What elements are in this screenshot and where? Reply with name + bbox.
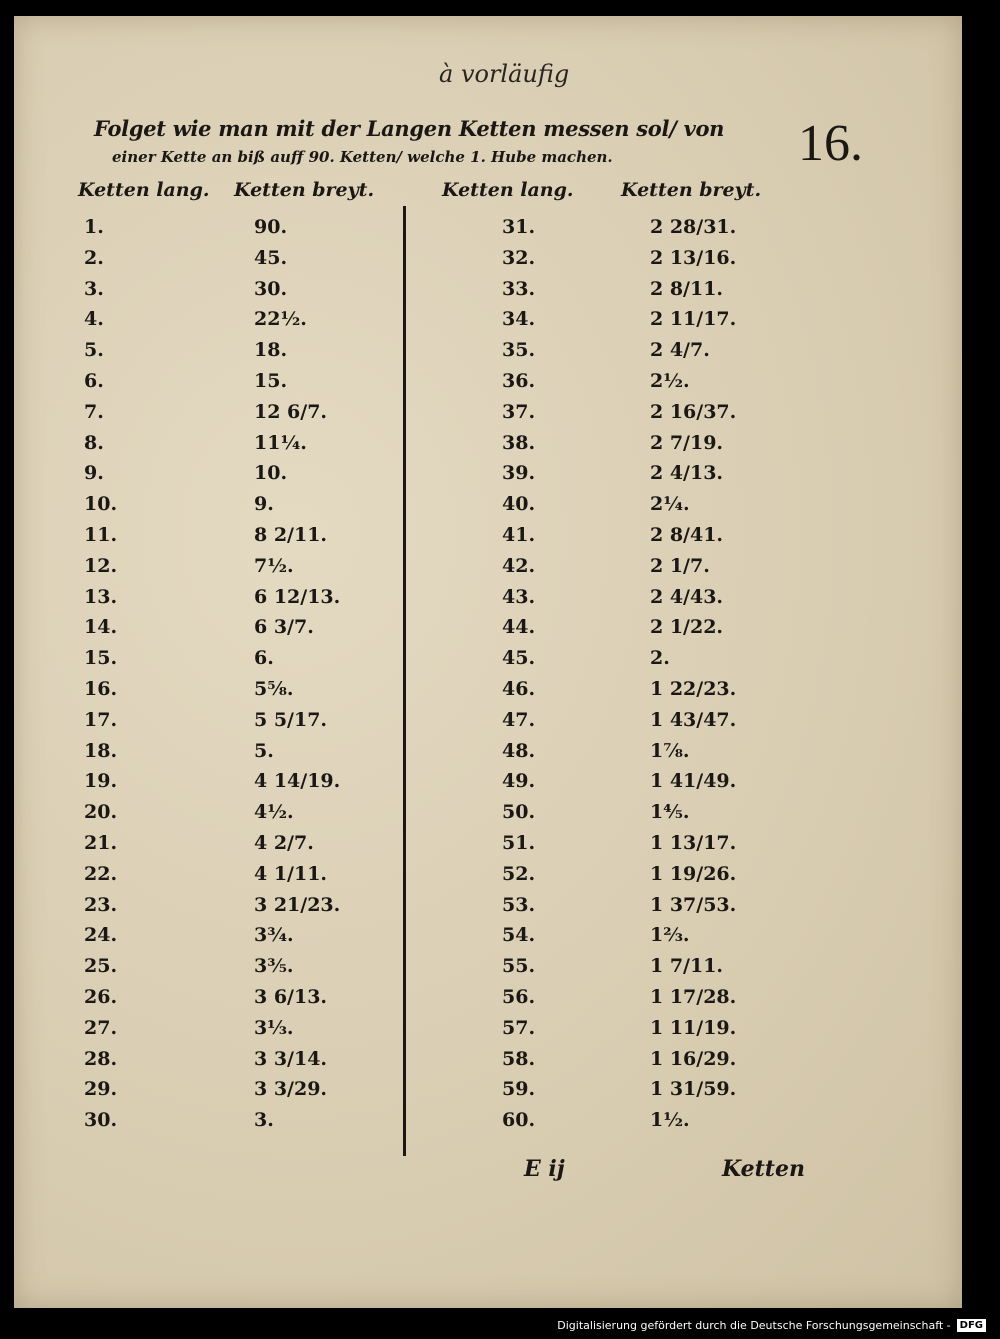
header-left-long: Ketten lang. <box>78 179 210 201</box>
left-lang-cell: 27. <box>84 1016 118 1039</box>
left-breyt-cell: 30. <box>254 277 288 300</box>
right-lang-cell: 59. <box>502 1078 536 1101</box>
left-breyt-cell: 3¾. <box>254 924 294 947</box>
signature-mark: E ij <box>524 1156 565 1182</box>
header-right-long: Ketten lang. <box>442 179 574 201</box>
right-breyt-cell: 1 7/11. <box>650 955 724 978</box>
right-lang-cell: 56. <box>502 985 536 1008</box>
right-breyt-cell: 1 43/47. <box>650 708 737 731</box>
left-breyt-cell: 6 3/7. <box>254 616 314 639</box>
left-lang-cell: 25. <box>84 955 118 978</box>
left-breyt-cell: 3 3/14. <box>254 1047 328 1070</box>
right-breyt-cell: 1 16/29. <box>650 1047 737 1070</box>
right-breyt-cell: 1 19/26. <box>650 862 737 885</box>
handwritten-note: à vorläufig <box>439 60 570 88</box>
left-lang-cell: 6. <box>84 369 104 392</box>
right-lang-cell: 53. <box>502 893 536 916</box>
left-breyt-cell: 4 14/19. <box>254 770 341 793</box>
right-lang-cell: 47. <box>502 708 536 731</box>
right-breyt-cell: 2 7/19. <box>650 431 724 454</box>
right-lang-cell: 46. <box>502 677 536 700</box>
right-breyt-cell: 1⅔. <box>650 924 690 947</box>
left-lang-column <box>84 212 117 1136</box>
right-lang-cell: 60. <box>502 1109 536 1132</box>
right-breyt-cell: 1⅘. <box>650 801 690 824</box>
left-breyt-cell: 4½. <box>254 801 294 824</box>
left-lang-cell: 23. <box>84 893 118 916</box>
right-breyt-cell: 1½. <box>650 1109 690 1132</box>
right-lang-cell: 43. <box>502 585 536 608</box>
right-breyt-cell: 2 1/7. <box>650 554 710 577</box>
left-breyt-cell: 6 12/13. <box>254 585 341 608</box>
left-breyt-cell: 4 1/11. <box>254 862 328 885</box>
right-breyt-cell: 1 17/28. <box>650 985 737 1008</box>
dfg-logo-icon: DFG <box>957 1319 986 1332</box>
right-lang-cell: 40. <box>502 493 536 516</box>
left-breyt-cell: 45. <box>254 246 288 269</box>
catchword: Ketten <box>722 1156 805 1182</box>
right-lang-cell: 34. <box>502 308 536 331</box>
left-lang-cell: 2. <box>84 246 104 269</box>
header-left-wide: Ketten breyt. <box>234 179 375 201</box>
left-breyt-cell: 9. <box>254 493 274 516</box>
left-lang-cell: 3. <box>84 277 104 300</box>
left-breyt-cell: 3. <box>254 1109 274 1132</box>
left-lang-cell: 10. <box>84 493 118 516</box>
right-breyt-cell: 2 8/11. <box>650 277 724 300</box>
left-breyt-cell: 90. <box>254 216 288 238</box>
left-lang-cell: 19. <box>84 770 118 793</box>
left-lang-cell: 7. <box>84 400 104 423</box>
left-lang-cell: 14. <box>84 616 118 639</box>
right-lang-cell: 31. <box>502 216 536 238</box>
left-breyt-cell: 6. <box>254 647 274 670</box>
left-lang-cell: 5. <box>84 339 104 362</box>
left-breyt-cell: 3 6/13. <box>254 985 328 1008</box>
right-breyt-cell: 2 4/43. <box>650 585 724 608</box>
left-lang-cell: 24. <box>84 924 118 947</box>
left-breyt-cell: 3⅓. <box>254 1016 294 1039</box>
left-lang-cell: 13. <box>84 585 118 608</box>
right-lang-cell: 36. <box>502 369 536 392</box>
right-breyt-cell: 1 22/23. <box>650 677 737 700</box>
right-breyt-cell: 1 31/59. <box>650 1078 737 1101</box>
right-breyt-cell: 2 4/13. <box>650 462 724 485</box>
document-page <box>14 16 962 1308</box>
right-breyt-cell: 2 16/37. <box>650 400 737 423</box>
right-lang-cell: 42. <box>502 554 536 577</box>
right-breyt-cell: 2 4/7. <box>650 339 710 362</box>
right-lang-cell: 39. <box>502 462 536 485</box>
right-breyt-cell: 2 13/16. <box>650 246 737 269</box>
right-lang-cell: 38. <box>502 431 536 454</box>
left-lang-cell: 9. <box>84 462 104 485</box>
left-lang-cell: 28. <box>84 1047 118 1070</box>
left-breyt-cell: 12 6/7. <box>254 400 328 423</box>
right-breyt-cell: 2 28/31. <box>650 216 737 238</box>
page-title: Folget wie man mit der Langen Ketten messen sol/ von <box>94 116 725 141</box>
left-breyt-cell: 5. <box>254 739 274 762</box>
left-lang-cell: 18. <box>84 739 118 762</box>
left-breyt-cell: 10. <box>254 462 288 485</box>
right-lang-cell: 55. <box>502 955 536 978</box>
left-lang-cell: 30. <box>84 1109 118 1132</box>
right-lang-cell: 41. <box>502 523 536 546</box>
right-lang-cell: 57. <box>502 1016 536 1039</box>
right-lang-cell: 52. <box>502 862 536 885</box>
left-breyt-cell: 3⅗. <box>254 955 294 978</box>
left-breyt-column <box>254 212 340 1136</box>
right-breyt-cell: 2 11/17. <box>650 308 737 331</box>
left-lang-cell: 15. <box>84 647 118 670</box>
left-breyt-cell: 22½. <box>254 308 307 331</box>
page-number: 16. <box>798 115 863 172</box>
left-breyt-cell: 5⅝. <box>254 677 294 700</box>
right-breyt-cell: 2 8/41. <box>650 523 724 546</box>
right-breyt-column <box>650 212 736 1136</box>
footer-text: Digitalisierung gefördert durch die Deutsche Forschungsgemeinschaft - <box>557 1318 951 1332</box>
left-lang-cell: 17. <box>84 708 118 731</box>
right-breyt-cell: 2¼. <box>650 493 690 516</box>
page-subtitle: einer Kette an biß auff 90. Ketten/ welche 1. Hube machen. <box>112 148 613 166</box>
left-lang-cell: 4. <box>84 308 104 331</box>
left-breyt-cell: 8 2/11. <box>254 523 328 546</box>
left-breyt-cell: 18. <box>254 339 288 362</box>
footer <box>557 1315 986 1335</box>
left-lang-cell: 1. <box>84 216 104 238</box>
right-lang-cell: 54. <box>502 924 536 947</box>
right-lang-cell: 51. <box>502 831 536 854</box>
left-lang-cell: 20. <box>84 801 118 824</box>
column-divider <box>403 206 406 1156</box>
left-lang-cell: 8. <box>84 431 104 454</box>
left-breyt-cell: 4 2/7. <box>254 831 314 854</box>
right-lang-cell: 33. <box>502 277 536 300</box>
right-breyt-cell: 1⅞. <box>650 739 690 762</box>
left-lang-cell: 22. <box>84 862 118 885</box>
right-lang-cell: 44. <box>502 616 536 639</box>
header-right-wide: Ketten breyt. <box>621 179 762 201</box>
right-lang-cell: 48. <box>502 739 536 762</box>
right-breyt-cell: 1 41/49. <box>650 770 737 793</box>
right-breyt-cell: 1 37/53. <box>650 893 737 916</box>
left-lang-cell: 12. <box>84 554 118 577</box>
right-lang-cell: 35. <box>502 339 536 362</box>
right-lang-cell: 45. <box>502 647 536 670</box>
right-lang-cell: 50. <box>502 801 536 824</box>
right-breyt-cell: 2 1/22. <box>650 616 724 639</box>
left-breyt-cell: 3 3/29. <box>254 1078 328 1101</box>
right-lang-cell: 49. <box>502 770 536 793</box>
left-lang-cell: 16. <box>84 677 118 700</box>
left-lang-cell: 26. <box>84 985 118 1008</box>
right-breyt-cell: 2½. <box>650 369 690 392</box>
right-breyt-cell: 1 11/19. <box>650 1016 737 1039</box>
left-lang-cell: 21. <box>84 831 118 854</box>
left-lang-cell: 29. <box>84 1078 118 1101</box>
left-breyt-cell: 5 5/17. <box>254 708 328 731</box>
right-lang-cell: 58. <box>502 1047 536 1070</box>
left-breyt-cell: 11¼. <box>254 431 307 454</box>
left-lang-cell: 11. <box>84 523 118 546</box>
right-breyt-cell: 1 13/17. <box>650 831 737 854</box>
right-breyt-cell: 2. <box>650 647 670 670</box>
left-breyt-cell: 3 21/23. <box>254 893 341 916</box>
right-lang-cell: 32. <box>502 246 536 269</box>
right-lang-column <box>502 212 535 1136</box>
left-breyt-cell: 15. <box>254 369 288 392</box>
left-breyt-cell: 7½. <box>254 554 294 577</box>
right-lang-cell: 37. <box>502 400 536 423</box>
